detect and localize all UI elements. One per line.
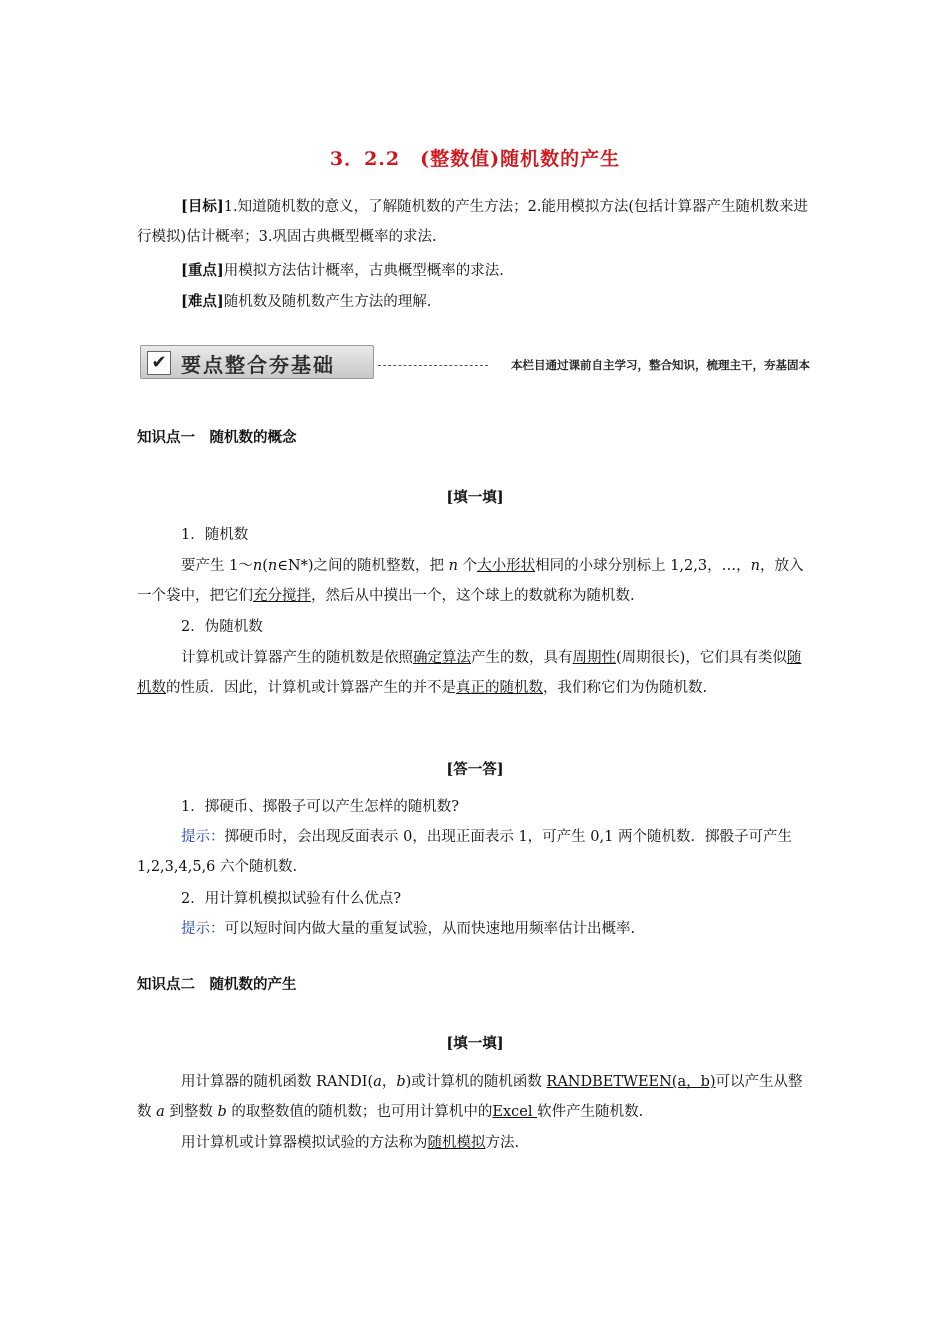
focus-tag: [重点] [181, 262, 224, 279]
p1-blank-answer: Excel [492, 1104, 538, 1120]
item1-var-n: n [750, 558, 760, 574]
item2-blank-answer: 真正的随机数 [456, 680, 543, 696]
section1-answer-label: [答一答] [446, 761, 504, 778]
answer-1-text: 掷硬币时，会出现反面表示 0，出现正面表示 1，可产生 0,1 两个随机数．掷骰子可产生 1,2,3,4,5,6 六个随机数. [137, 829, 792, 875]
answer-2 [137, 914, 813, 944]
section1-heading: 知识点一 随机数的概念 [137, 430, 297, 446]
banner-title: 要点整合夯基础 [181, 353, 335, 377]
p2-text-a: 用计算机或计算器模拟试验的方法称为 [181, 1135, 428, 1151]
item1-blank-answer: 充分搅拌 [253, 588, 311, 604]
section2-paragraph-1 [137, 1067, 813, 1127]
item1-text-c: ∈N*)之间的随机整数，把 [277, 558, 449, 574]
item1-var-n: n [448, 558, 458, 574]
question-1: 1．掷硬币、掷骰子可以产生怎样的随机数? [181, 799, 459, 815]
section-banner [140, 345, 810, 379]
item2-text-a: 计算机或计算器产生的随机数是依照 [181, 650, 413, 666]
focus-text: 用模拟方法估计概率，古典概型概率的求法. [223, 263, 504, 279]
item1-text-d: 个 [457, 558, 478, 574]
section2-heading: 知识点二 随机数的产生 [137, 977, 297, 993]
p1-var-b: b [217, 1104, 227, 1120]
p2-text-b: 方法. [485, 1135, 520, 1151]
p1-text-g: 软件产生随机数. [537, 1104, 644, 1120]
goal-paragraph [137, 192, 813, 252]
item1-blank-answer: 大小形状 [477, 558, 536, 574]
section1-fill-label: [填一填] [446, 489, 504, 506]
p1-text-b: ， [381, 1074, 397, 1090]
p1-text-d: 可以产生从整数 [137, 1074, 803, 1120]
item2-paragraph [137, 643, 813, 703]
item1-text-e: 相同的小球分别标上 1,2,3，…， [535, 558, 751, 574]
p1-text-c: )或计算机的随机函数 [405, 1074, 547, 1090]
p1-var-b: b [396, 1074, 406, 1090]
checkmark-icon: ✔ [147, 351, 171, 375]
item1-var-n: n [252, 558, 263, 574]
answer-1 [137, 822, 813, 882]
question-2: 2．用计算机模拟试验有什么优点? [181, 891, 401, 907]
answer-2-text: 可以短时间内做大量的重复试验，从而快速地用频率估计出概率. [224, 921, 636, 937]
p1-text-a: 用计算器的随机函数 RANDI( [181, 1074, 374, 1090]
difficulty-paragraph [137, 287, 813, 317]
section2-fill-label: [填一填] [446, 1035, 504, 1052]
section2-paragraph-2 [137, 1128, 813, 1158]
target-tag: [目标] [181, 198, 224, 215]
item2-blank-answer: 随机数 [137, 650, 802, 696]
item2-blank-answer: 确定算法 [413, 650, 471, 666]
item1-text-f: ，放入一个袋中，把它们 [137, 558, 804, 604]
p1-var-a: a [373, 1074, 382, 1090]
item1-text-g: ，然后从中摸出一个，这个球上的数就称为随机数. [311, 588, 635, 604]
item2-text-e: ，我们称它们为伪随机数. [543, 680, 708, 696]
item1-text-a: 要产生 1～ [181, 558, 253, 574]
item2-blank-answer: 周期性 [572, 650, 616, 666]
focus-paragraph [137, 256, 813, 286]
item2-title: 2．伪随机数 [181, 619, 263, 635]
item2-text-b: 产生的数，具有 [471, 650, 573, 666]
p1-text-f: 的取整数值的随机数；也可用计算机中的 [226, 1104, 493, 1120]
p1-var-a: a [156, 1104, 165, 1120]
item1-var-n: n [267, 558, 278, 574]
p1-text-e: 到整数 [164, 1104, 218, 1120]
hint-label: 提示： [181, 921, 225, 937]
hint-label: 提示： [181, 829, 225, 845]
item2-text-d: 的性质．因此，计算机或计算器产生的并不是 [166, 680, 456, 696]
difficulty-text: 随机数及随机数产生方法的理解. [223, 294, 432, 310]
banner-box [140, 345, 374, 379]
page-title: 3．2.2 (整数值)随机数的产生 [329, 148, 621, 170]
target-text: 1.知道随机数的意义，了解随机数的产生方法；2.能用模拟方法(包括计算器产生随机数来进行模拟)估计概率；3.巩固古典概型概率的求法. [137, 199, 809, 245]
banner-note: 本栏目通过课前自主学习，整合知识，梳理主干，夯基固本 [511, 358, 810, 372]
banner-divider [378, 365, 488, 366]
difficulty-tag: [难点] [181, 293, 224, 310]
p1-blank-answer: RANDBETWEEN(a，b) [546, 1074, 716, 1090]
item1-paragraph [137, 551, 813, 611]
item1-title: 1．随机数 [181, 527, 249, 543]
item1-text-b: ( [262, 558, 268, 574]
item2-text-c: (周期很长)，它们具有类似 [616, 650, 787, 666]
p2-blank-answer: 随机模拟 [427, 1135, 486, 1151]
